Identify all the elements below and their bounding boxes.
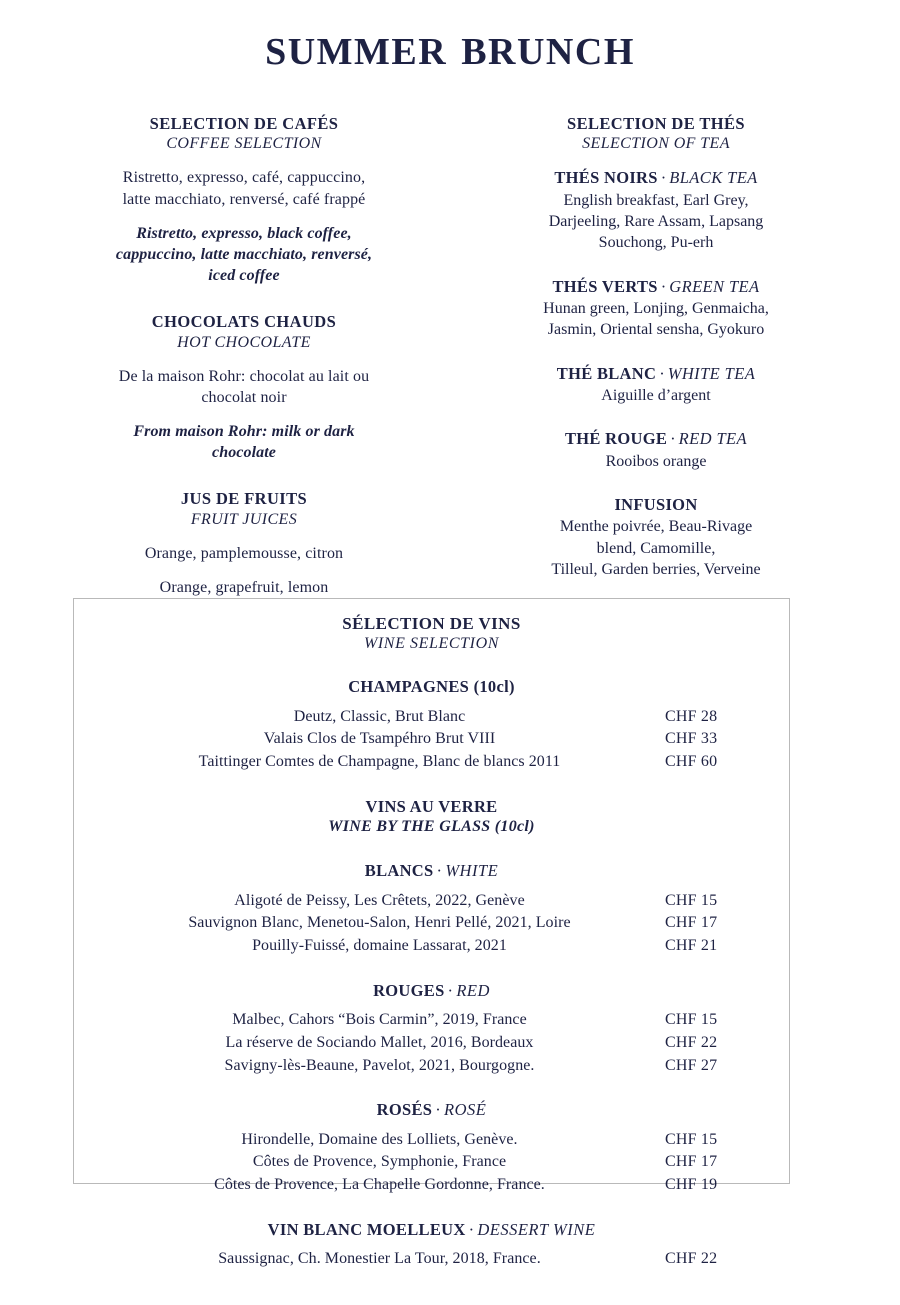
tea-block	[464, 167, 848, 253]
section-coffee	[52, 114, 436, 286]
tea-block-items: Aiguille d’argent	[601, 387, 711, 405]
section-coffee-body-en: Ristretto, expresso, black coffee, cappuccino, latte macchiato, renversé, iced coffee	[115, 224, 373, 284]
page-title-word1: SUMMER	[265, 31, 448, 73]
wine-group-title-en: ROSÉ	[444, 1100, 487, 1120]
tea-block	[464, 363, 848, 407]
wine-selection-inner	[74, 599, 789, 1271]
section-hot-chocolate-heading-en: HOT CHOCOLATE	[177, 333, 311, 351]
wine-item-name: Malbec, Cahors “Bois Carmin”, 2019, France	[232, 1011, 527, 1029]
tea-block-title-fr: THÉ ROUGE	[564, 429, 668, 449]
tea-block-title-fr: INFUSION	[614, 495, 698, 515]
section-fruit-juices-heading-fr: JUS DE FRUITS	[180, 489, 308, 509]
wine-item-name: La réserve de Sociando Mallet, 2016, Bordeaux	[225, 1033, 534, 1051]
wine-group-title-en: DESSERT WINE	[477, 1219, 596, 1239]
wine-item-name: Hirondelle, Domaine des Lolliets, Genève.	[241, 1130, 518, 1148]
tea-block-items: Rooibos orange	[605, 452, 707, 470]
wine-selection-header	[100, 613, 763, 654]
tea-block	[464, 494, 848, 580]
wine-item-price: CHF 27	[665, 1056, 718, 1074]
wine-group-title-fr: VIN BLANC MOELLEUX	[267, 1219, 466, 1239]
separator-dot-icon: ·	[468, 1219, 475, 1239]
wine-item-list	[100, 890, 763, 958]
tea-block-title	[464, 428, 848, 449]
wine-item-row	[100, 1009, 763, 1032]
wine-item-name: Sauvignon Blanc, Menetou-Salon, Henri Pellé, 2021, Loire	[188, 914, 571, 932]
wine-item-row	[100, 1055, 763, 1078]
separator-dot-icon: ·	[435, 1100, 442, 1120]
section-hot-chocolate-body-en: From maison Rohr: milk or dark chocolate	[133, 422, 355, 461]
wine-item-row	[100, 706, 763, 729]
wine-group	[100, 1099, 763, 1197]
section-hot-chocolate-body-fr: De la maison Rohr: chocolat au lait ou chocolat noir	[118, 367, 370, 406]
wine-group-title	[100, 860, 763, 881]
wine-item-row	[100, 1174, 763, 1197]
wine-item-name: Pouilly-Fuissé, domaine Lassarat, 2021	[252, 936, 507, 954]
wine-item-price: CHF 22	[665, 1250, 718, 1268]
wine-group-title-fr: CHAMPAGNES (10cl)	[348, 677, 515, 697]
wine-group	[100, 796, 763, 838]
wine-item-name: Savigny-lès-Beaune, Pavelot, 2021, Bourgogne.	[224, 1056, 535, 1074]
section-tea-heading-fr: SELECTION DE THÉS	[567, 113, 745, 133]
tea-block-title-en: GREEN TEA	[669, 276, 760, 296]
tea-block-title-fr: THÉS NOIRS	[554, 168, 658, 188]
wine-item-price: CHF 19	[665, 1176, 718, 1194]
wine-item-row	[100, 728, 763, 751]
tea-block-items: Hunan green, Lonjing, Genmaicha, Jasmin, Oriental sensha, Gyokuro	[543, 300, 769, 339]
wine-item-row	[100, 1032, 763, 1055]
section-fruit-juices-body-en: Orange, grapefruit, lemon	[159, 578, 329, 596]
wine-item-name: Deutz, Classic, Brut Blanc	[293, 707, 466, 725]
wine-item-name: Taittinger Comtes de Champagne, Blanc de blancs 2011	[198, 753, 561, 771]
tea-block-title-fr: THÉ BLANC	[556, 363, 657, 383]
wine-item-row	[100, 1129, 763, 1152]
separator-dot-icon: ·	[670, 429, 676, 449]
wine-item-row	[100, 751, 763, 774]
wine-selection-box	[73, 598, 790, 1268]
separator-dot-icon: ·	[660, 168, 667, 188]
wine-item-name: Côtes de Provence, Symphonie, France	[252, 1153, 507, 1171]
wine-group-title-fr: ROSÉS	[376, 1100, 433, 1120]
wine-group-title	[100, 980, 763, 1001]
wine-item-name: Valais Clos de Tsampéhro Brut VIII	[263, 730, 496, 748]
wine-item-name: Côtes de Provence, La Chapelle Gordonne, France.	[214, 1176, 545, 1194]
left-column	[38, 114, 450, 598]
wine-item-list	[100, 1009, 763, 1077]
tea-block-title	[464, 363, 848, 384]
wine-item-row	[100, 890, 763, 913]
wine-item-price: CHF 28	[665, 707, 718, 725]
wine-group	[100, 676, 763, 774]
right-column	[450, 114, 862, 598]
wine-item-name: Saussignac, Ch. Monestier La Tour, 2018, France.	[218, 1250, 541, 1268]
separator-dot-icon: ·	[659, 363, 665, 383]
section-fruit-juices-body-fr: Orange, pamplemousse, citron	[144, 544, 344, 562]
section-tea	[464, 114, 848, 580]
separator-dot-icon: ·	[436, 861, 443, 881]
section-coffee-heading-en: COFFEE SELECTION	[166, 135, 322, 153]
wine-group-title-fr: ROUGES	[373, 980, 445, 1000]
separator-dot-icon: ·	[660, 276, 667, 296]
section-fruit-juices-heading-en: FRUIT JUICES	[190, 510, 298, 528]
wine-group-title	[100, 796, 763, 817]
tea-block-title	[464, 276, 848, 297]
tea-block-title	[464, 167, 848, 188]
wine-item-row	[100, 935, 763, 958]
wine-item-price: CHF 17	[665, 1153, 718, 1171]
wine-item-price: CHF 33	[665, 730, 718, 748]
section-hot-chocolate-heading-fr: CHOCOLATS CHAUDS	[151, 311, 337, 331]
tea-block	[464, 428, 848, 472]
wine-group-subtitle: WINE BY THE GLASS (10cl)	[328, 818, 535, 836]
wine-item-list	[100, 1129, 763, 1197]
section-hot-chocolate	[52, 312, 436, 463]
tea-block-items: Menthe poivrée, Beau-Rivage blend, Camomille, Tilleul, Garden berries, Verveine	[551, 518, 761, 578]
wine-group-title-en: WHITE	[445, 861, 499, 881]
wine-item-price: CHF 15	[665, 891, 718, 909]
wine-group-list	[100, 676, 763, 1271]
tea-block-items: English breakfast, Earl Grey, Darjeeling, Rare Assam, Lapsang Souchong, Pu-erh	[548, 191, 764, 252]
wine-group-title-en: RED	[456, 980, 490, 1000]
tea-block-list	[464, 167, 848, 580]
wine-item-row	[100, 912, 763, 935]
wine-item-price: CHF 15	[665, 1130, 718, 1148]
wine-item-name: Aligoté de Peissy, Les Crêtets, 2022, Genève	[234, 891, 525, 909]
wine-group-title	[100, 1099, 763, 1120]
wine-heading-fr: SÉLECTION DE VINS	[342, 614, 521, 633]
section-tea-heading-en: SELECTION OF TEA	[582, 135, 730, 153]
wine-item-row	[100, 1248, 763, 1271]
wine-item-price: CHF 22	[665, 1033, 718, 1051]
page-title	[0, 32, 900, 74]
separator-dot-icon: ·	[447, 980, 454, 1000]
wine-group-title	[100, 676, 763, 697]
tea-block-title-en: BLACK TEA	[669, 168, 758, 188]
wine-item-list	[100, 706, 763, 774]
wine-group	[100, 980, 763, 1078]
wine-item-price: CHF 21	[665, 936, 718, 954]
section-coffee-heading-fr: SELECTION DE CAFÉS	[149, 113, 339, 133]
wine-group-title-fr: VINS AU VERRE	[365, 796, 498, 816]
wine-item-price: CHF 17	[665, 914, 718, 932]
tea-block-title-fr: THÉS VERTS	[552, 276, 658, 296]
tea-block-title-en: WHITE TEA	[667, 363, 756, 383]
wine-item-price: CHF 60	[665, 753, 718, 771]
wine-group	[100, 1219, 763, 1271]
page-title-word2: BRUNCH	[461, 31, 635, 73]
wine-item-price: CHF 15	[665, 1011, 718, 1029]
wine-group-title	[100, 1219, 763, 1240]
tea-block-title	[464, 494, 848, 515]
section-coffee-body-fr: Ristretto, expresso, café, cappuccino, latte macchiato, renversé, café frappé	[122, 169, 366, 208]
wine-heading-en: WINE SELECTION	[363, 635, 500, 653]
tea-block	[464, 276, 848, 341]
wine-group	[100, 860, 763, 958]
beverage-columns	[0, 114, 900, 598]
wine-group-title-fr: BLANCS	[364, 861, 434, 881]
wine-item-list	[100, 1248, 763, 1271]
wine-item-row	[100, 1151, 763, 1174]
section-fruit-juices	[52, 489, 436, 598]
tea-block-title-en: RED TEA	[678, 429, 748, 449]
